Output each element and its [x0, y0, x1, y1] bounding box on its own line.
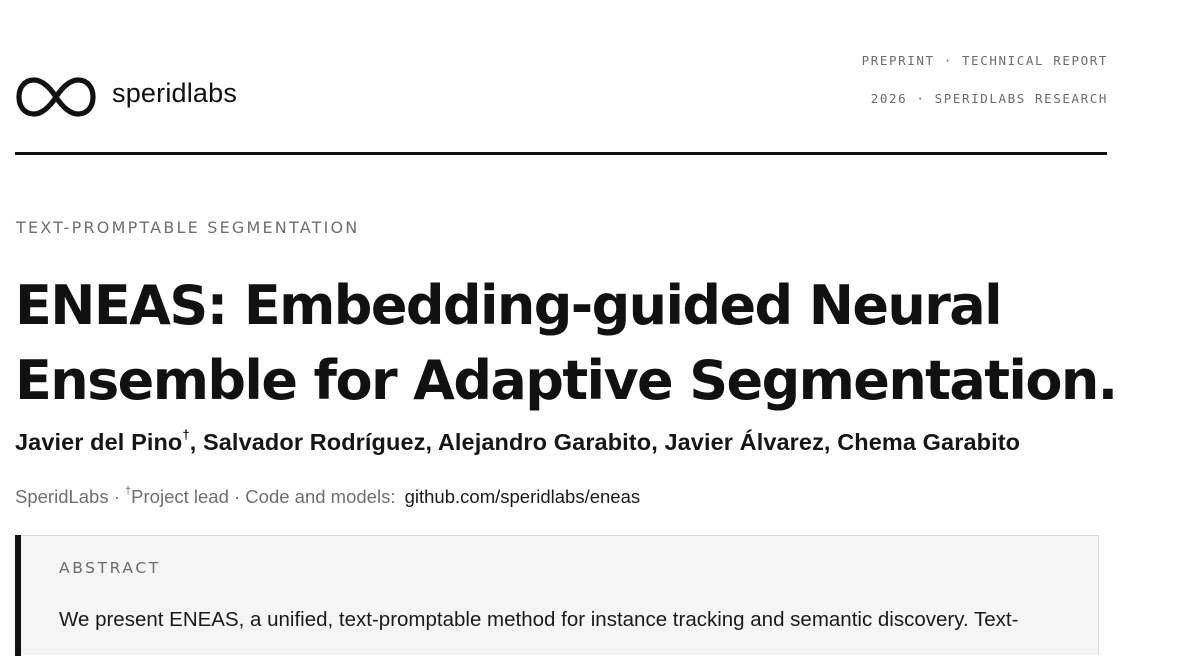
paper-title [15, 268, 1165, 418]
report-type: PREPRINT · TECHNICAL REPORT [861, 53, 1108, 68]
lead-author: Javier del Pino [15, 429, 183, 455]
co-authors: , Salvador Rodríguez, Alejandro Garabito, Javier Álvarez, Chema Garabito [189, 429, 1021, 455]
abstract-label: ABSTRACT [59, 559, 161, 577]
code-link[interactable]: github.com/speridlabs/eneas [404, 486, 641, 507]
report-meta [862, 53, 1108, 106]
author-list [15, 429, 1020, 456]
brand [16, 76, 237, 118]
title-line-2: Ensemble for Adaptive Segmentation. [15, 349, 1117, 412]
header-divider [15, 152, 1107, 155]
affiliation-line [15, 486, 640, 508]
brand-name: speridlabs [112, 77, 238, 108]
title-line-1: ENEAS: Embedding-guided Neural [15, 274, 1001, 337]
paper-kicker: TEXT-PROMPTABLE SEGMENTATION [16, 218, 360, 237]
lead-note: Project lead · Code and models: [131, 486, 396, 507]
affiliation-org: SperidLabs · [15, 486, 126, 507]
abstract-box [15, 535, 1099, 655]
abstract-accent-bar [15, 535, 21, 656]
report-year: 2026 · SPERIDLABS RESEARCH [870, 91, 1108, 106]
lead-author-mark: † [182, 427, 190, 443]
lead-note-mark: † [125, 484, 132, 497]
abstract-text: We present ENEAS, a unified, text-promptable method for instance tracking and semantic discovery. Text- [59, 608, 1019, 631]
infinity-logo-icon [16, 76, 96, 118]
